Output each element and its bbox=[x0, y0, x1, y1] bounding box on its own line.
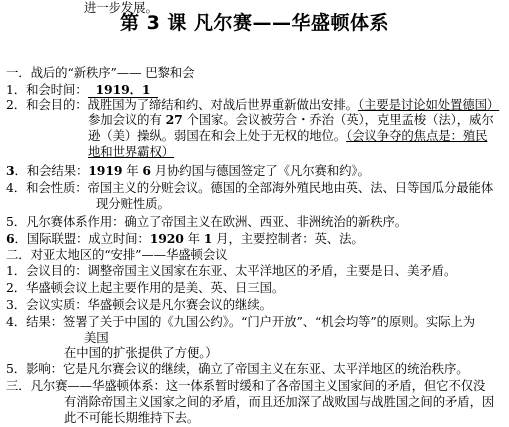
list-item-continuation: 现分赃性质。 bbox=[96, 196, 170, 211]
item-text: 2．和会目的：战胜国为了缔结和约、对战后世界重新做出安排。 bbox=[6, 97, 358, 112]
underlined-note: 地和世界霸权） bbox=[88, 144, 175, 159]
top-fragment: 进一步发展。 bbox=[84, 0, 158, 15]
list-item-continuation: 此不可能长期维持下去。 bbox=[64, 410, 200, 425]
list-item: 1．会议目的：调整帝国主义国家在东亚、太平洋地区的矛盾，主要是日、美矛盾。 bbox=[6, 263, 457, 278]
list-item: 4．结果：签署了关于中国的《九国公约》。“门户开放”、“机会均等”的原则。实际上为 bbox=[6, 314, 475, 329]
list-item-continuation: 有消除帝国主义国家之间的矛盾，而且还加深了战败国与战胜国之间的矛盾，因 bbox=[64, 394, 495, 409]
section-three-heading: 三．凡尔赛——华盛顿体系：这一体系暂时缓和了各帝国主义国家间的矛盾，但它不仅没 bbox=[6, 378, 486, 393]
item-label: 1．和会时间： bbox=[6, 82, 88, 97]
list-item-continuation: 在中国的扩张提供了方便。） bbox=[64, 345, 218, 360]
list-item-continuation: 美国 bbox=[84, 330, 109, 345]
list-item: 4．和会性质：帝国主义的分赃会议。德国的全部海外殖民地由英、法、日等国瓜分最能体 bbox=[6, 180, 494, 195]
list-item-continuation bbox=[88, 129, 487, 143]
list-item-continuation: 参加会议的有 27 个国家。会议被劳合・乔治（英），克里孟梭（法），威尔 bbox=[88, 112, 494, 127]
underlined-note: （主要是讨论如处置德国） bbox=[357, 97, 500, 112]
list-item: 5．影响：它是凡尔赛会议的继续，确立了帝国主义在东亚、太平洋地区的统治秩序。 bbox=[6, 361, 469, 376]
underlined-note: （会议争夺的焦点是：殖民 bbox=[346, 128, 488, 143]
list-item: 2．华盛顿会议上起主要作用的是美、英、日三国。 bbox=[6, 280, 285, 295]
list-item: 5．凡尔赛体系作用：确立了帝国主义在欧洲、西亚、非洲统治的新秩序。 bbox=[6, 214, 408, 229]
conference-date-blank: 1919．1 bbox=[88, 83, 159, 98]
list-item bbox=[6, 83, 158, 98]
list-item: 6．国际联盟：成立时间：1920 年 1 月，主要控制者：英、法。 bbox=[6, 231, 364, 246]
list-item: 3．和会结果：1919 年 6 月协约国与德国签定了《凡尔赛和约》。 bbox=[6, 163, 370, 178]
item-text: 逊（美）操纵。弱国在和会上处于无权的地位。 bbox=[88, 128, 347, 143]
section-one-heading: 一．战后的“新秩序”—— 巴黎和会 bbox=[6, 65, 195, 80]
list-item: 3．会议实质：华盛顿会议是凡尔赛会议的继续。 bbox=[6, 297, 272, 312]
section-two-heading: 二．对亚太地区的“安排”——华盛顿会议 bbox=[6, 247, 228, 262]
page-title: 第 3 课 凡尔赛——华盛顿体系 bbox=[119, 12, 390, 34]
list-item bbox=[6, 98, 499, 112]
